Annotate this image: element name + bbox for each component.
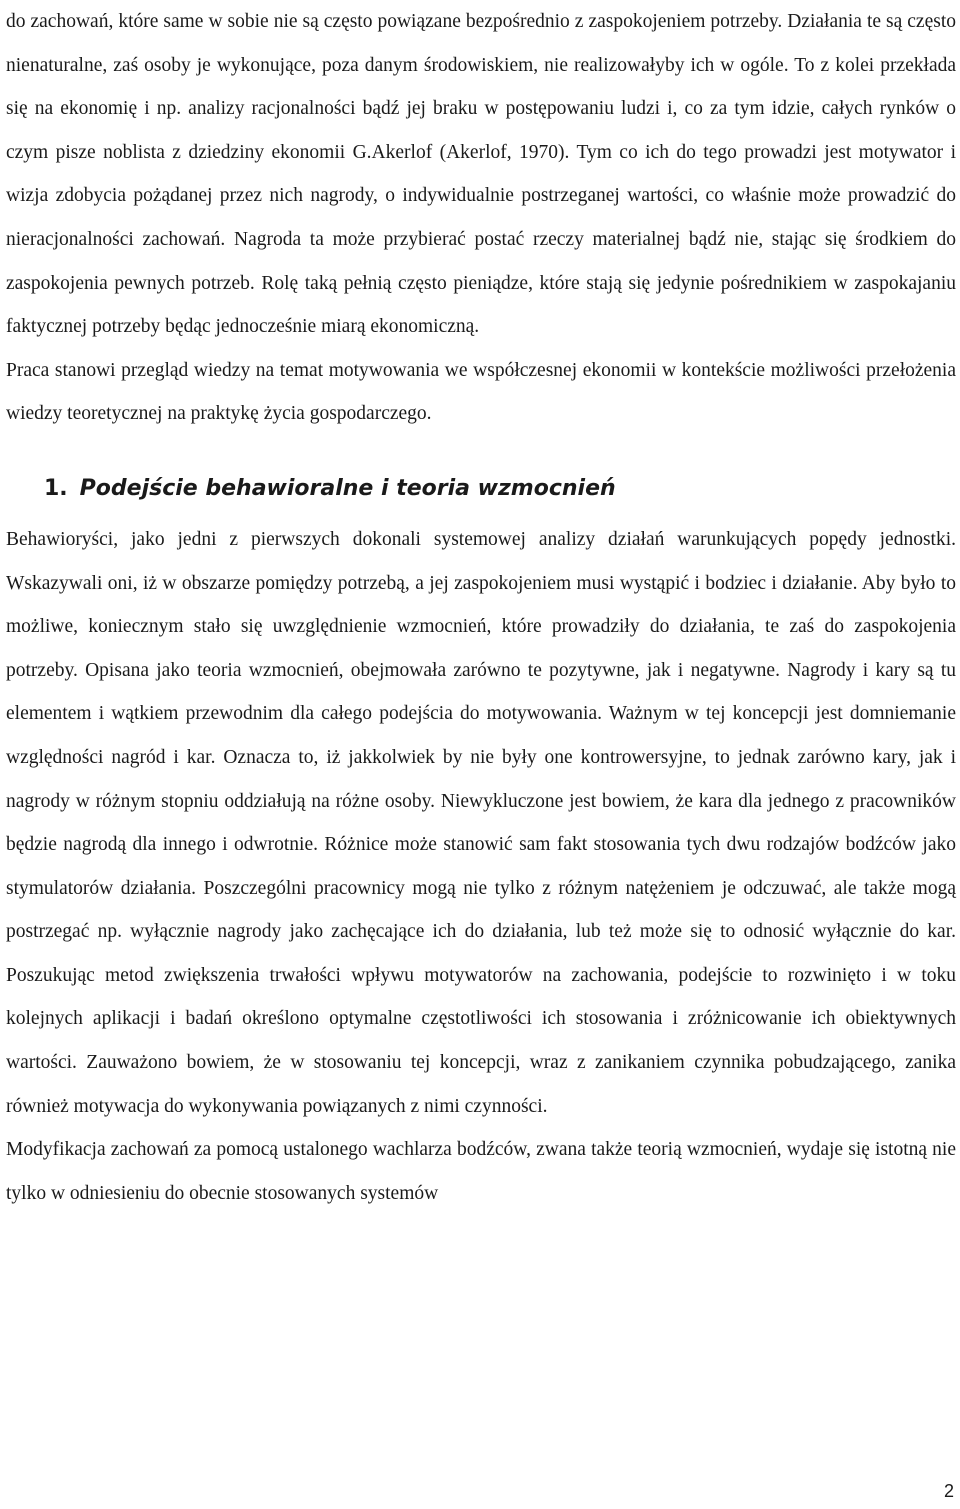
section-paragraph-1: Behawioryści, jako jedni z pierwszych dokonali systemowej analizy działań warunkujących popędy jednostki. Wskazywali oni, iż w obszarze pomiędzy potrzebą, a jej zaspokojeniem musi wystąpić i bodziec i działanie. Aby było to możliwe, koniecznym stało się uwzględnienie wzmocnień, które prowadziły do działania, te zaś do zaspokojenia potrzeby. Opisana jako teoria wzmocnień, obejmowała zarówno te pozytywne, jak i negatywne. Nagrody i kary są tu elementem i wątkiem przewodnim dla całego podejścia do motywowania. Ważnym w tej koncepcji jest domniemanie względności nagród i kar. Oznacza to, iż jakkolwiek by nie były one kontrowersyjne, to jednak zarówno kary, jak i nagrody w różnym stopniu oddziałują na różne osoby. Niewykluczone jest bowiem, że kara dla jednego z pracowników będzie nagrodą dla innego i odwrotnie. Różnice może stanowić sam fakt stosowania tych dwu rodzajów bodźców jako stymulatorów działania. Poszczególni pracownicy mogą nie tylko z różnym natężeniem je odczuwać, ale także mogą postrzegać np. wyłącznie nagrody jako zachęcające ich do działania, lub też może się to odnosić wyłącznie do kar. Poszukując metod zwiększenia trwałości wpływu motywatorów na zachowania, podejście to rozwinięto i w toku kolejnych aplikacji i badań określono optymalne częstotliwości ich stosowania i zróżnicowanie ich obiektywnych wartości. Zauważono bowiem, że w stosowaniu tej koncepcji, wraz z zanikaniem czynnika pobudzającego, zanika również motywacja do wykonywania powiązanych z nimi czynności. (6, 528, 956, 1117)
page-number: 2 (943, 1481, 954, 1501)
section-number: 1. (44, 475, 68, 501)
intro-paragraph-2: Praca stanowi przegląd wiedzy na temat motywowania we współczesnej ekonomii w kontekście możliwości przełożenia wiedzy teoretycznej na praktykę życia gospodarczego. (6, 359, 956, 425)
section-heading (6, 462, 956, 516)
intro-paragraph-1: do zachowań, które same w sobie nie są często powiązane bezpośrednio z zaspokojeniem potrzeby. Działania te są często nienaturalne, zaś osoby je wykonujące, poza danym środowiskiem, nie realizowałyby ich w ogóle. To z kolei przekłada się na ekonomię i np. analizy racjonalności bądź jej braku w postępowaniu ludzi i, co za tym idzie, całych rynków o czym pisze noblista z dziedziny ekonomii G.Akerlof (Akerlof, 1970). Tym co ich do tego prowadzi jest motywator i wizja zdobycia pożądanej przez nich nagrody, o indywidualnie postrzeganej wartości, co właśnie może prowadzić do nieracjonalności zachowań. Nagroda ta może przybierać postać rzeczy materialnej bądź nie, stając się środkiem do zaspokojenia pewnych potrzeb. Rolę taką pełnią często pieniądze, które stają się jedynie pośrednikiem w zaspokajaniu faktycznej potrzeby będąc jednocześnie miarą ekonomiczną. (6, 11, 956, 338)
document-page (6, 0, 956, 1215)
section-title: Podejście behawioralne i teoria wzmocnień (79, 475, 616, 501)
section-paragraph-2: Modyfikacja zachowań za pomocą ustalonego wachlarza bodźców, zwana także teorią wzmocnień, wydaje się istotną nie tylko w odniesieniu do obecnie stosowanych systemów (6, 1139, 956, 1204)
